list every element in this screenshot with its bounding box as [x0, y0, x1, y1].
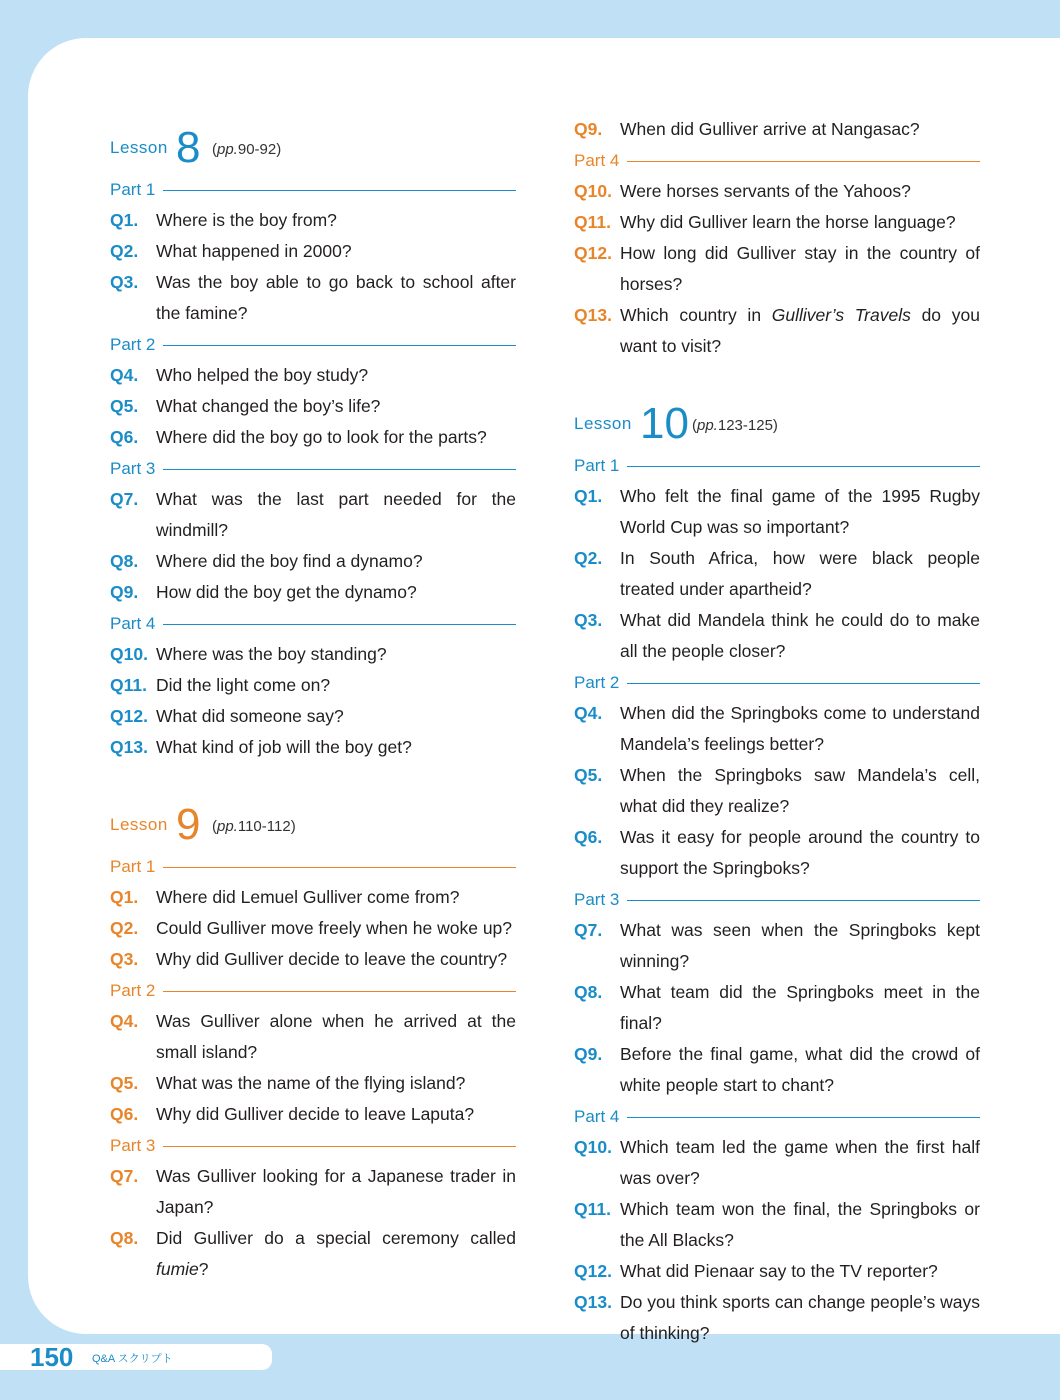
part-label: Part 2	[110, 980, 156, 1000]
lesson-8-section	[110, 114, 516, 763]
part-rule	[163, 190, 516, 191]
pp-prefix: pp.	[217, 818, 238, 835]
question-text: What did Mandela think he could do to make all the people closer?	[620, 610, 980, 661]
question-text-main: Did Gulliver do a special ceremony called	[156, 1228, 516, 1248]
part-rule	[163, 1146, 516, 1147]
question-item	[110, 267, 516, 329]
question-number: Q2.	[110, 241, 139, 261]
question-item	[574, 481, 980, 543]
question-text: When the Springboks saw Mandela’s cell, what did they realize?	[620, 765, 980, 816]
question-text: Do you think sports can change people’s ways of thinking?	[620, 1292, 980, 1343]
question-number: Q10.	[110, 644, 148, 664]
question-item	[110, 944, 516, 975]
question-number: Q2.	[110, 918, 139, 938]
question-number: Q8.	[110, 551, 139, 571]
part-label: Part 3	[110, 1135, 156, 1155]
question-item	[110, 360, 516, 391]
question-text: Where did the boy find a dynamo?	[156, 551, 423, 571]
right-column	[574, 114, 980, 1349]
question-text: Why did Gulliver decide to leave Laputa?	[156, 1104, 475, 1124]
question-item	[110, 391, 516, 422]
part-heading	[110, 329, 516, 360]
question-item	[110, 1223, 516, 1285]
question-text-tail: do you want to visit?	[620, 305, 980, 356]
question-item	[110, 1068, 516, 1099]
question-number: Q10.	[574, 181, 612, 201]
left-column	[110, 114, 516, 1285]
question-text: Which team won the final, the Springboks or the All Blacks?	[620, 1199, 980, 1250]
question-number: Q5.	[574, 765, 603, 785]
question-text: Why did Gulliver learn the horse language?	[620, 212, 956, 232]
question-text: Could Gulliver move freely when he woke up?	[156, 918, 513, 938]
question-item	[574, 822, 980, 884]
part-rule	[627, 161, 980, 162]
question-item	[110, 670, 516, 701]
question-number: Q3.	[110, 272, 139, 292]
lesson-word: Lesson	[574, 414, 632, 433]
question-text	[620, 300, 980, 362]
part-heading	[110, 608, 516, 639]
part-label: Part 3	[574, 889, 620, 909]
question-item	[110, 236, 516, 267]
question-text: Where was the boy standing?	[156, 644, 387, 664]
question-text: What did Pienaar say to the TV reporter?	[620, 1261, 938, 1281]
lesson-10-section	[574, 390, 980, 1349]
part-heading	[574, 450, 980, 481]
question-number: Q3.	[574, 610, 603, 630]
question-number: Q13.	[574, 305, 612, 325]
part-heading	[574, 667, 980, 698]
question-text: What was seen when the Springboks kept winning?	[620, 920, 980, 971]
lesson-word: Lesson	[110, 815, 168, 834]
question-number: Q7.	[110, 489, 139, 509]
lesson-9-section	[110, 791, 516, 1285]
part-heading	[110, 1130, 516, 1161]
question-number: Q11.	[574, 212, 611, 232]
lesson-word: Lesson	[110, 138, 168, 157]
question-item	[110, 546, 516, 577]
question-text: What was the name of the flying island?	[156, 1073, 466, 1093]
question-text: Who felt the final game of the 1995 Rugby World Cup was so important?	[620, 486, 980, 537]
part-rule	[163, 991, 516, 992]
question-text: Did the light come on?	[156, 675, 331, 695]
part-label: Part 2	[574, 672, 620, 692]
lesson-heading	[110, 114, 516, 174]
question-item	[110, 484, 516, 546]
question-item	[574, 1256, 980, 1287]
question-number: Q5.	[110, 396, 139, 416]
question-text: How did the boy get the dynamo?	[156, 582, 417, 602]
question-text: Was Gulliver alone when he arrived at the small island?	[156, 1011, 516, 1062]
page-footer	[0, 1344, 272, 1370]
question-number: Q13.	[110, 737, 148, 757]
question-text: When did Gulliver arrive at Nangasac?	[620, 119, 920, 139]
question-text: What did someone say?	[156, 706, 344, 726]
question-number: Q9.	[574, 119, 603, 139]
question-item	[574, 915, 980, 977]
question-number: Q4.	[110, 365, 139, 385]
question-number: Q8.	[574, 982, 603, 1002]
question-item	[110, 701, 516, 732]
question-item	[574, 1194, 980, 1256]
question-item	[110, 1099, 516, 1130]
question-number: Q11.	[110, 675, 147, 695]
lesson-pages: (pp.123-125)	[692, 417, 778, 434]
part-rule	[627, 900, 980, 901]
question-text: Where did Lemuel Gulliver come from?	[156, 887, 460, 907]
part-label: Part 4	[110, 613, 156, 633]
question-text: Was it easy for people around the country to support the Springboks?	[620, 827, 980, 878]
question-text: What happened in 2000?	[156, 241, 352, 261]
part-heading	[110, 453, 516, 484]
part-heading	[574, 145, 980, 176]
question-number: Q6.	[110, 427, 139, 447]
part-heading	[574, 884, 980, 915]
part-rule	[163, 345, 516, 346]
lesson-number: 9	[176, 800, 201, 849]
question-number: Q10.	[574, 1137, 612, 1157]
pages-range: 110-112	[237, 818, 291, 835]
part-label: Part 1	[574, 455, 620, 475]
lesson-number: 10	[640, 399, 689, 448]
question-text-tail: ?	[198, 1259, 209, 1279]
question-number: Q12.	[574, 243, 612, 263]
pp-prefix: pp.	[697, 417, 718, 434]
question-text: Was Gulliver looking for a Japanese trader in Japan?	[156, 1166, 516, 1217]
part-label: Part 4	[574, 1106, 620, 1126]
lesson-heading	[110, 791, 516, 851]
question-item	[110, 422, 516, 453]
question-item	[110, 639, 516, 670]
question-text: Was the boy able to go back to school after the famine?	[156, 272, 516, 323]
question-item	[110, 1006, 516, 1068]
part-rule	[163, 867, 516, 868]
question-number: Q11.	[574, 1199, 611, 1219]
part-label: Part 1	[110, 856, 156, 876]
question-text: Why did Gulliver decide to leave the country?	[156, 949, 508, 969]
part-rule	[627, 1117, 980, 1118]
pages-range: 90-92	[237, 141, 277, 158]
question-text: Before the final game, what did the crowd of white people start to chant?	[620, 1044, 980, 1095]
question-number: Q12.	[110, 706, 148, 726]
question-text-main: Which country in	[620, 305, 762, 325]
page-sheet	[28, 38, 1060, 1343]
question-number: Q7.	[574, 920, 603, 940]
lesson-9-continued	[574, 114, 980, 362]
part-label: Part 1	[110, 179, 156, 199]
part-heading	[110, 975, 516, 1006]
question-number: Q1.	[574, 486, 603, 506]
question-item	[110, 913, 516, 944]
question-text	[156, 1223, 516, 1285]
pages-range: 123-125	[717, 417, 773, 434]
question-number: Q4.	[574, 703, 603, 723]
question-item	[574, 605, 980, 667]
part-label: Part 4	[574, 150, 620, 170]
question-item	[110, 732, 516, 763]
question-number: Q6.	[110, 1104, 139, 1124]
part-rule	[163, 624, 516, 625]
question-text: Which team led the game when the first half was over?	[620, 1137, 980, 1188]
lesson-heading	[574, 390, 980, 450]
question-item	[574, 207, 980, 238]
part-label: Part 3	[110, 458, 156, 478]
question-item	[574, 300, 980, 362]
question-number: Q3.	[110, 949, 139, 969]
page-number: 150	[30, 1342, 74, 1372]
section-gap	[574, 362, 980, 390]
question-item	[574, 977, 980, 1039]
question-number: Q12.	[574, 1261, 612, 1281]
question-item	[574, 1287, 980, 1349]
footer-title: Q&A スクリプト	[92, 1353, 173, 1365]
question-number: Q6.	[574, 827, 603, 847]
question-number: Q9.	[110, 582, 139, 602]
pp-prefix: pp.	[217, 141, 238, 158]
question-text: What team did the Springboks meet in the final?	[620, 982, 980, 1033]
question-text: What changed the boy’s life?	[156, 396, 381, 416]
question-item	[574, 1132, 980, 1194]
question-text: How long did Gulliver stay in the country of horses?	[620, 243, 980, 294]
question-text: What kind of job will the boy get?	[156, 737, 412, 757]
question-text-italic: Gulliver’s Travels	[771, 305, 911, 325]
part-heading	[110, 174, 516, 205]
question-item	[110, 577, 516, 608]
question-item	[574, 543, 980, 605]
part-rule	[627, 683, 980, 684]
question-number: Q1.	[110, 887, 139, 907]
question-item	[574, 238, 980, 300]
question-item	[110, 882, 516, 913]
question-text: When did the Springboks come to understand Mandela’s feelings better?	[620, 703, 980, 754]
question-item	[574, 698, 980, 760]
question-number: Q1.	[110, 210, 139, 230]
question-text: Where did the boy go to look for the parts?	[156, 427, 487, 447]
question-number: Q2.	[574, 548, 603, 568]
lesson-number: 8	[176, 123, 201, 172]
question-item	[574, 760, 980, 822]
question-text: Were horses servants of the Yahoos?	[620, 181, 911, 201]
lesson-pages: (pp.110-112)	[212, 818, 296, 835]
part-heading	[110, 851, 516, 882]
question-item	[574, 176, 980, 207]
part-rule	[163, 469, 516, 470]
question-number: Q13.	[574, 1292, 612, 1312]
question-number: Q9.	[574, 1044, 603, 1064]
question-item	[574, 1039, 980, 1101]
question-text: Who helped the boy study?	[156, 365, 369, 385]
question-item	[110, 205, 516, 236]
question-text: Where is the boy from?	[156, 210, 337, 230]
part-heading	[574, 1101, 980, 1132]
part-label: Part 2	[110, 334, 156, 354]
part-rule	[627, 466, 980, 467]
question-number: Q8.	[110, 1228, 139, 1248]
question-item	[110, 1161, 516, 1223]
question-text: In South Africa, how were black people treated under apartheid?	[620, 548, 980, 599]
question-text: What was the last part needed for the windmill?	[156, 489, 516, 540]
question-number: Q7.	[110, 1166, 139, 1186]
question-text-italic: fumie	[156, 1259, 199, 1279]
section-gap	[110, 763, 516, 791]
question-item	[574, 114, 980, 145]
lesson-pages: (pp.90-92)	[212, 141, 282, 158]
question-number: Q4.	[110, 1011, 139, 1031]
question-number: Q5.	[110, 1073, 139, 1093]
